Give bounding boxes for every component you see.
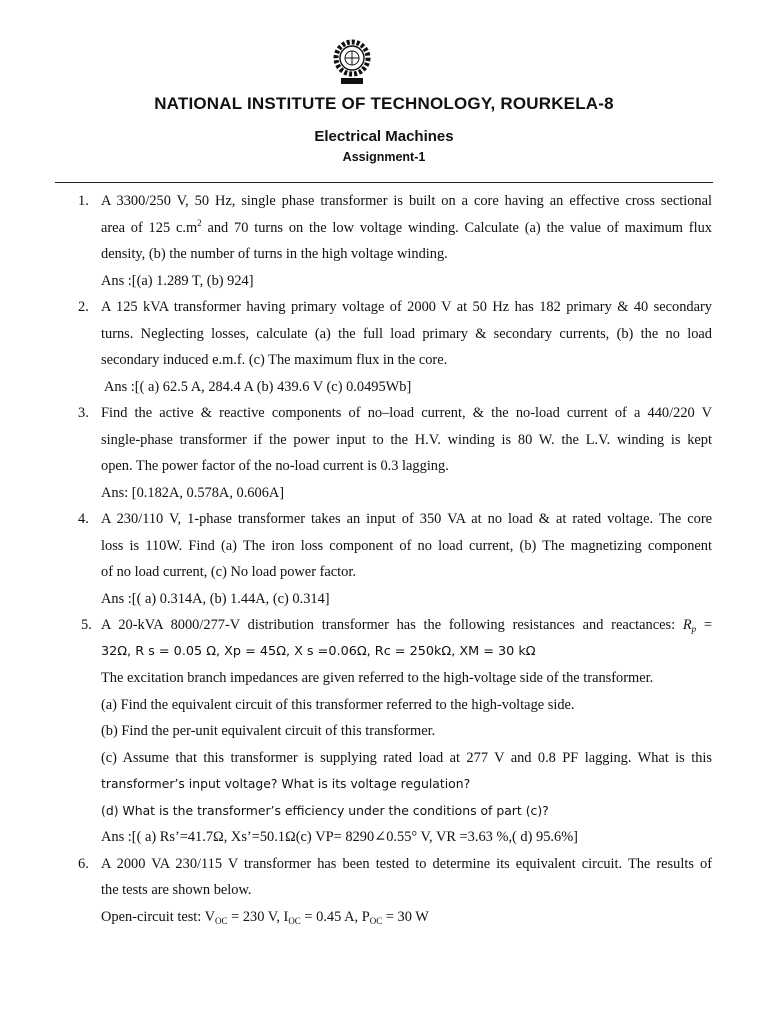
q5-answer: Ans :[( a) Rs’=41.7Ω, Xs’=50.1Ω(c) VP= 8290∠0.55° V, VR =3.63 %,( d) 95.6%] — [101, 829, 578, 845]
q1-number: 1. — [78, 193, 89, 209]
assignment-title: Assignment-1 — [342, 150, 426, 164]
q2-answer: Ans :[( a) 62.5 A, 284.4 A (b) 439.6 V (c) 0.0495Wb] — [104, 378, 412, 395]
institute-logo — [331, 37, 373, 89]
q6-open-circuit-test: Open-circuit test: $V_{OC} = 230$ V, $I_{OC} = 0.45$ A, $P_{OC} = 30$ W — [101, 908, 429, 926]
header-divider — [55, 182, 713, 183]
q5-line-8: (d) What is the transformer’s efficiency under the conditions of part (c)? — [101, 802, 549, 818]
q3-line-2: single-phase transformer if the power input to the H.V. winding is 80 W. the L.V. winding is kept — [101, 431, 712, 448]
q5-line-5: (b) Find the per-unit equivalent circuit of this transformer. — [101, 723, 436, 739]
q2-line-3: secondary induced e.m.f. (c) The maximum flux in the core. — [101, 352, 448, 368]
q2-number: 2. — [78, 299, 89, 315]
q4-answer: Ans :[( a) 0.314A, (b) 1.44A, (c) 0.314] — [101, 590, 330, 607]
q5-line-1: A 20-kVA 8000/277-V distribution transformer has the following resistances and reactances: $R_p$ = — [101, 617, 712, 634]
q1-line-3: density, (b) the number of turns in the high voltage winding. — [101, 246, 448, 262]
q5-line-6: (c) Assume that this transformer is supplying rated load at 277 V and 0.8 PF lagging. What is this — [101, 749, 712, 766]
q4-number: 4. — [78, 511, 89, 527]
q1-answer: Ans :[(a) 1.289 T, (b) 924] — [101, 272, 254, 289]
q3-line-3: open. The power factor of the no-load current is 0.3 lagging. — [101, 458, 449, 474]
q6-line-2: the tests are shown below. — [101, 882, 252, 898]
q5-line-2: 32Ω, R s = 0.05 Ω, Xp = 45Ω, X s =0.06Ω, Rc = 250kΩ, XM = 30 kΩ — [101, 643, 536, 659]
q6-line-1: A 2000 VA 230/115 V transformer has been tested to determine its equivalent circuit. The results of — [101, 855, 712, 872]
q3-number: 3. — [78, 405, 89, 421]
institute-name: NATIONAL INSTITUTE OF TECHNOLOGY, ROURKELA-8 — [154, 94, 614, 113]
q4-line-2: loss is 110W. Find (a) The iron loss component of no load current, (b) The magnetizing component — [101, 537, 712, 554]
q1-line-1: A 3300/250 V, 50 Hz, single phase transformer is built on a core having an effective cross sectional — [101, 193, 712, 209]
q1-line-2: area of 125 $c.m^2$ and 70 turns on the low voltage winding. Calculate (a) the value of maximum flux — [101, 217, 712, 236]
q4-line-1: A 230/110 V, 1-phase transformer takes an input of 350 VA at no load & at rated voltage. The core — [101, 511, 712, 527]
q3-line-1: Find the active & reactive components of no–load current, & the no-load current of a 440/220 V — [101, 405, 712, 421]
q5-line-3: The excitation branch impedances are given referred to the high-voltage side of the transformer. — [101, 670, 654, 686]
q3-answer: Ans: [0.182A, 0.578A, 0.606A] — [101, 484, 285, 501]
q5-number: 5. — [81, 617, 92, 633]
q2-line-1: A 125 kVA transformer having primary voltage of 2000 V at 50 Hz has 182 primary & 40 secondary — [101, 299, 712, 315]
q4-line-3: of no load current, (c) No load power factor. — [101, 564, 356, 580]
q2-line-2: turns. Neglecting losses, calculate (a) the full load primary & secondary currents, (b) the no load — [101, 325, 712, 342]
q5-line-4: (a) Find the equivalent circuit of this transformer referred to the high-voltage side. — [101, 696, 575, 713]
course-title: Electrical Machines — [314, 128, 454, 145]
q5-line-7: transformer’s input voltage? What is its voltage regulation? — [101, 776, 471, 791]
q6-number: 6. — [78, 855, 89, 872]
